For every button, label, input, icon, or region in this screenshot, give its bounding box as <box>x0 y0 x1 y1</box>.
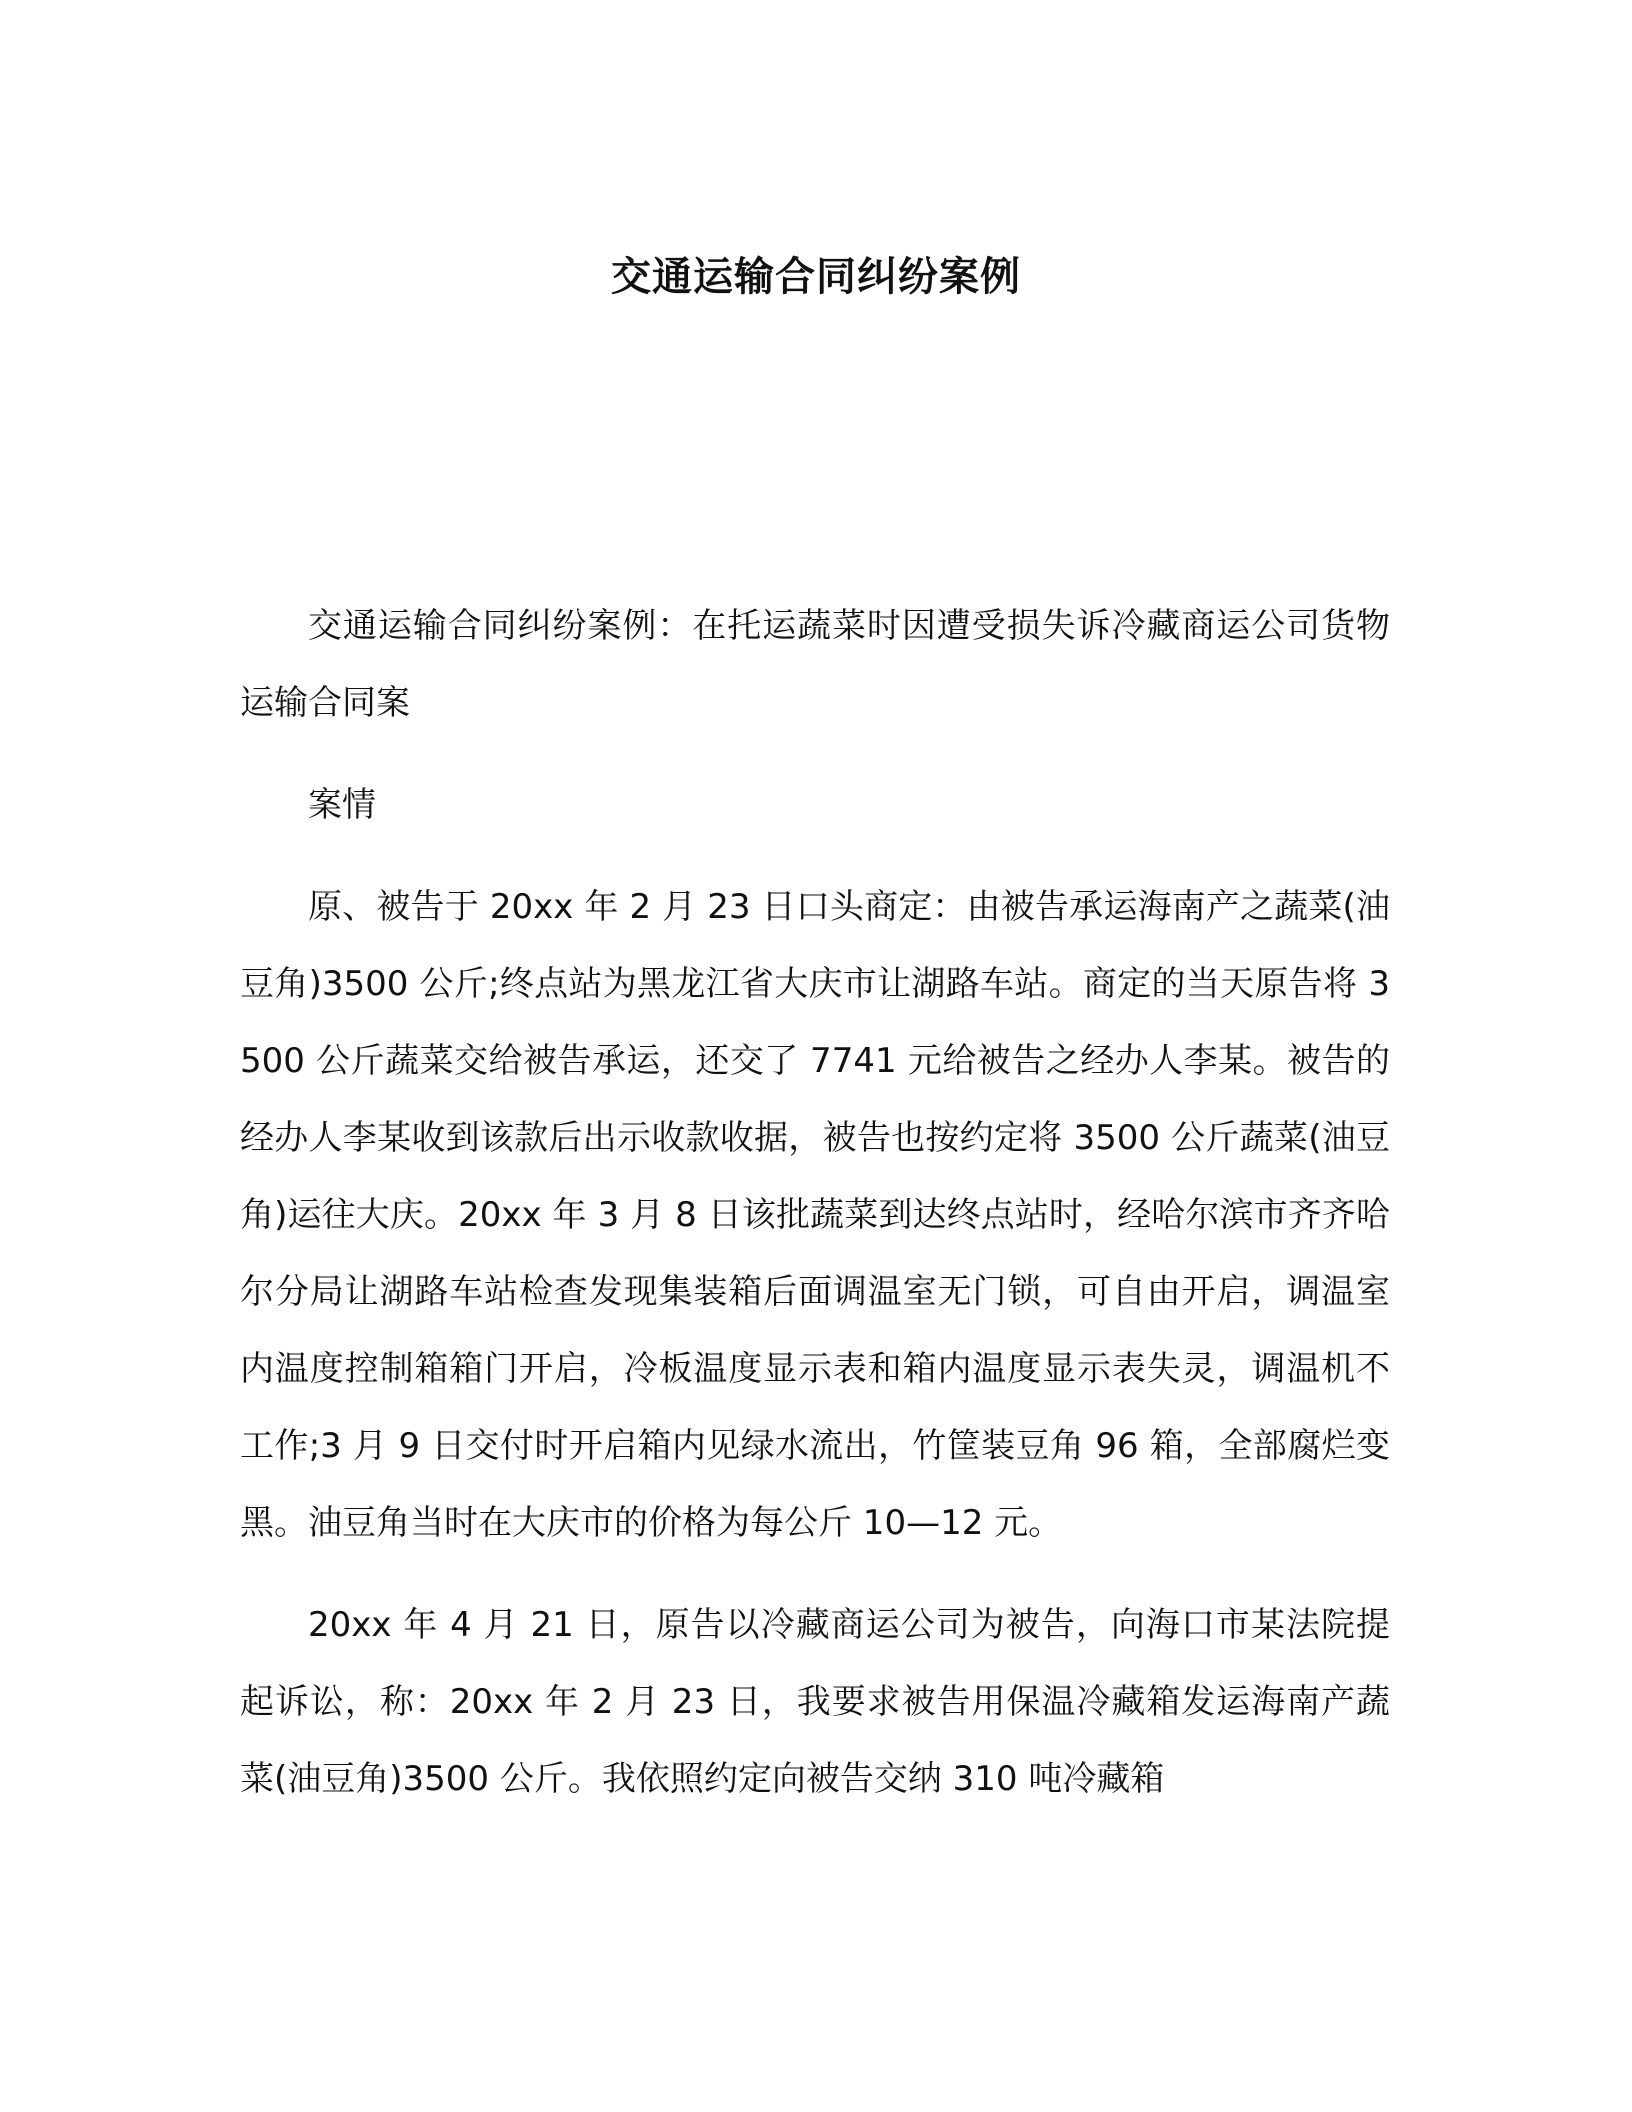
intro-paragraph: 交通运输合同纠纷案例：在托运蔬菜时因遭受损失诉冷藏商运公司货物运输合同案 <box>240 606 1390 723</box>
case-facts-paragraph: 原、被告于 20xx 年 2 月 23 日口头商定：由被告承运海南产之蔬菜(油豆角)3500 公斤;终点站为黑龙江省大庆市让湖路车站。商定的当天原告将 3500 公斤蔬菜交给被告承运，还交了 7741 元给被告之经办人李某。被告的经办人李某收到该款后出示收款收据，被告也按约定将 3500 公斤蔬菜(油豆角)运往大庆。20xx 年 3 月 8 日该批蔬菜到达终点站时，经哈尔滨市齐齐哈尔分局让湖路车站检查发现集装箱后面调温室无门锁，可自由开启，调温室内温度控制箱箱门开启，冷板温度显示表和箱内温度显示表失灵，调温机不工作;3 月 9 日交付时开启箱内见绿水流出，竹筐装豆角 96 箱，全部腐烂变黑。油豆角当时在大庆市的价格为每公斤 10—12 元。 <box>240 887 1390 1543</box>
document-body <box>240 588 1390 1818</box>
lawsuit-paragraph: 20xx 年 4 月 21 日，原告以冷藏商运公司为被告，向海口市某法院提起诉讼，称：20xx 年 2 月 23 日，我要求被告用保温冷藏箱发运海南产蔬菜(油豆角)3500 公斤。我依照约定向被告交纳 310 吨冷藏箱 <box>240 1605 1390 1799</box>
section-heading-case: 案情 <box>308 785 376 825</box>
document-title: 交通运输合同纠纷案例 <box>611 253 1021 300</box>
